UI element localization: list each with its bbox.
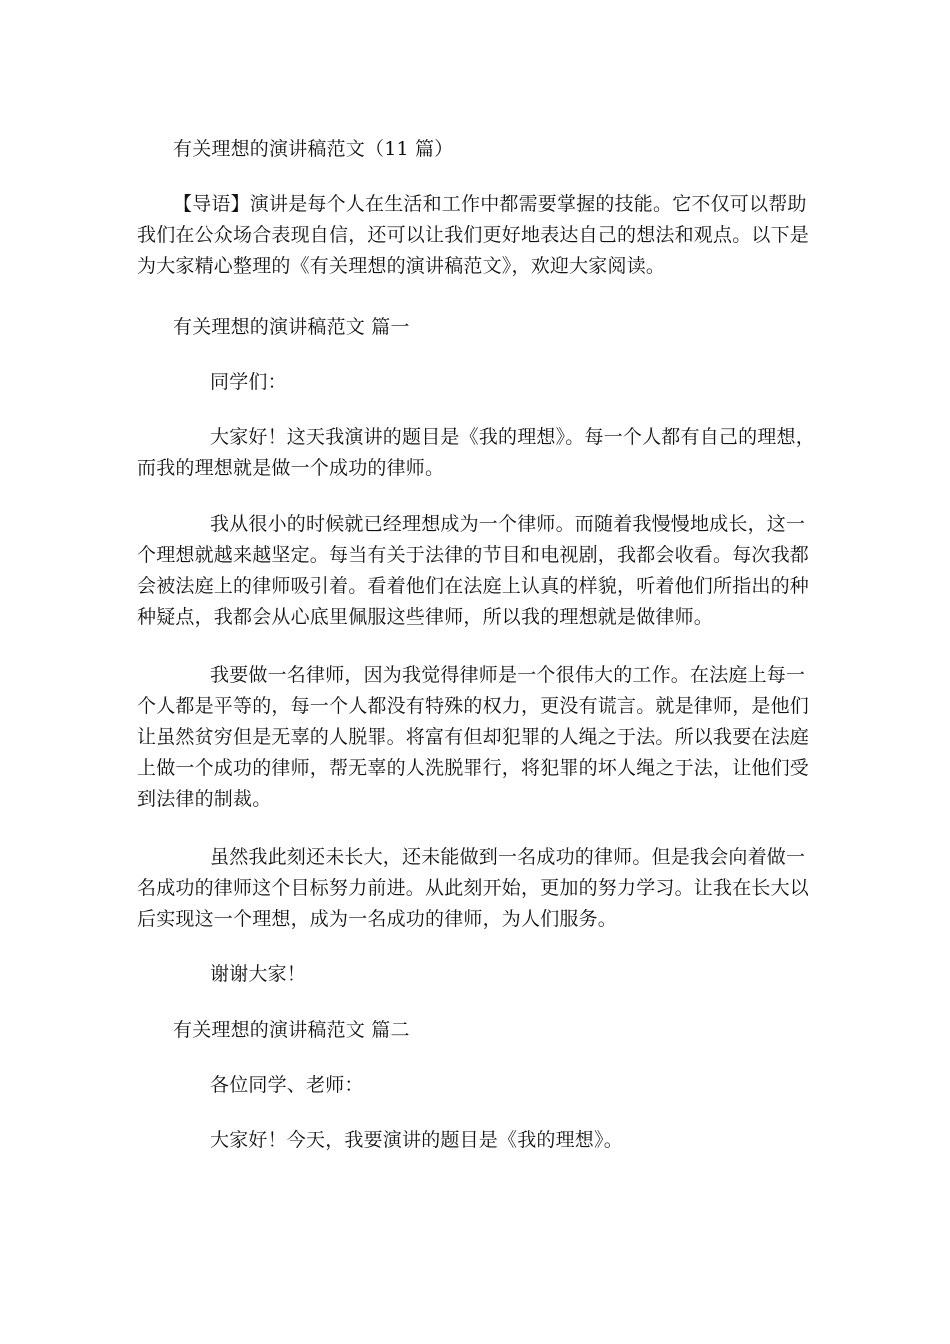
intro-line: 为大家精心整理的《有关理想的演讲稿范文》，欢迎大家阅读。 bbox=[137, 255, 666, 277]
section-heading: 有关理想的演讲稿范文 篇二 bbox=[173, 1019, 410, 1041]
closing-line: 谢谢大家！ bbox=[210, 963, 307, 985]
salutation: 同学们： bbox=[210, 371, 287, 393]
section-heading: 有关理想的演讲稿范文 篇一 bbox=[173, 316, 410, 338]
paragraph-line: 大家好！今天，我要演讲的题目是《我的理想》。 bbox=[210, 1129, 623, 1151]
paragraph-line: 虽然我此刻还未长大，还未能做到一名成功的律师。但是我会向着做一 bbox=[210, 846, 806, 868]
paragraph-line: 上做一个成功的律师，帮无辜的人洗脱罪行，将犯罪的坏人绳之于法，让他们受 bbox=[137, 757, 810, 779]
paragraph-line: 个人都是平等的，每一个人都没有特殊的权力，更没有谎言。就是律师，是他们 bbox=[137, 695, 810, 717]
paragraph-line: 后实现这一个理想，成为一名成功的律师，为人们服务。 bbox=[137, 908, 618, 930]
paragraph-line: 我要做一名律师，因为我觉得律师是一个很伟大的工作。在法庭上每一 bbox=[210, 664, 806, 686]
paragraph-line: 种疑点，我都会从心底里佩服这些律师，所以我的理想就是做律师。 bbox=[137, 606, 714, 628]
paragraph-line: 而我的理想就是做一个成功的律师。 bbox=[137, 457, 445, 479]
salutation: 各位同学、老师： bbox=[210, 1074, 364, 1096]
paragraph-line: 我从很小的时候就已经理想成为一个律师。而随着我慢慢地成长，这一 bbox=[210, 513, 806, 535]
intro-line: 【导语】演讲是每个人在生活和工作中都需要掌握的技能。它不仅可以帮助 bbox=[173, 193, 807, 215]
paragraph-line: 大家好！这天我演讲的题目是《我的理想》。每一个人都有自己的理想， bbox=[210, 426, 815, 448]
paragraph-line: 到法律的制裁。 bbox=[137, 788, 272, 810]
paragraph-line: 会被法庭上的律师吸引着。看着他们在法庭上认真的样貌，听着他们所指出的种 bbox=[137, 575, 810, 597]
paragraph-line: 名成功的律师这个目标努力前进。从此刻开始，更加的努力学习。让我在长大以 bbox=[137, 877, 810, 899]
document-title: 有关理想的演讲稿范文（11 篇） bbox=[173, 138, 454, 160]
intro-line: 我们在公众场合表现自信，还可以让我们更好地表达自己的想法和观点。以下是 bbox=[137, 224, 810, 246]
paragraph-line: 让虽然贫穷但是无辜的人脱罪。将富有但却犯罪的人绳之于法。所以我要在法庭 bbox=[137, 726, 810, 748]
paragraph-line: 个理想就越来越坚定。每当有关于法律的节目和电视剧，我都会收看。每次我都 bbox=[137, 544, 810, 566]
